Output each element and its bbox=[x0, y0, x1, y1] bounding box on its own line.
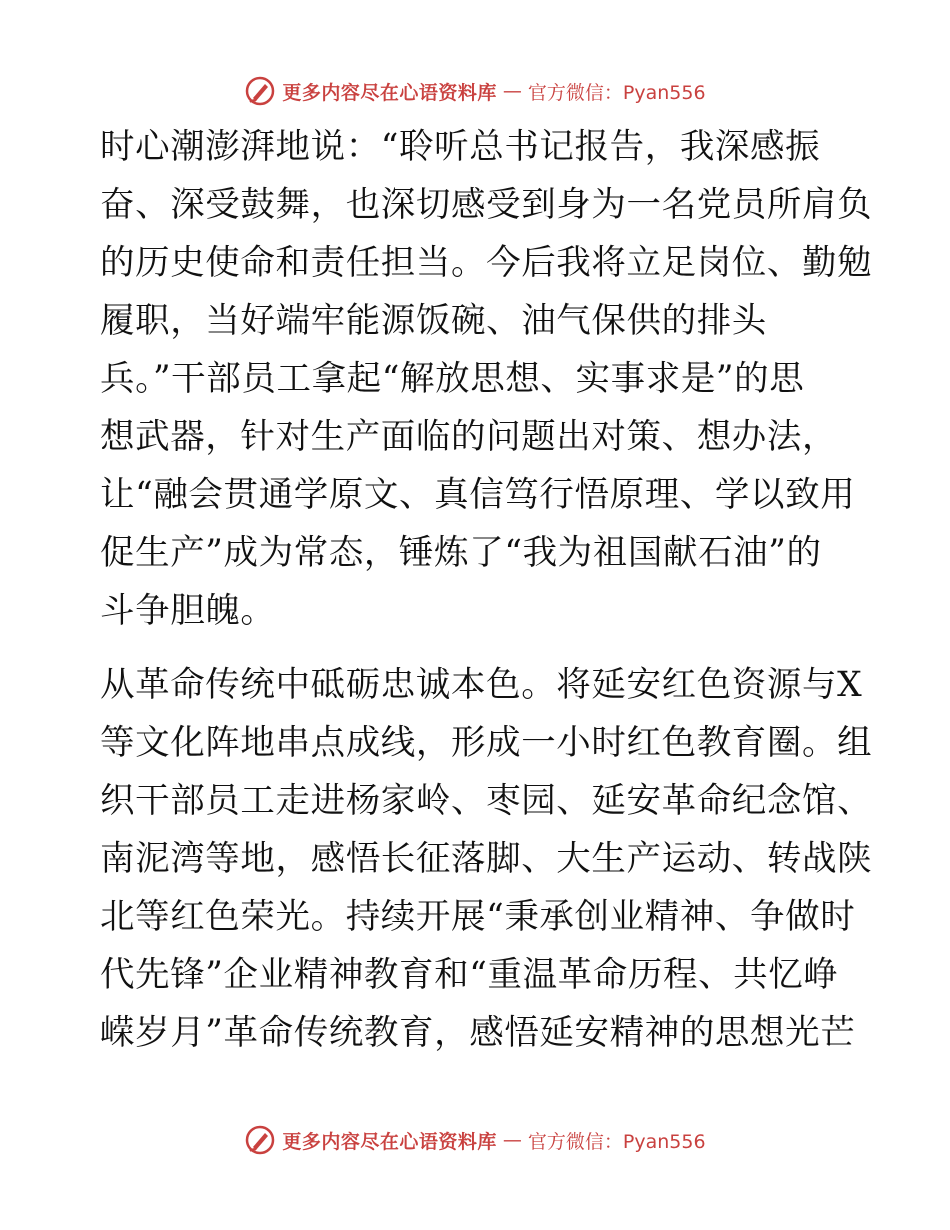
logo-icon bbox=[244, 1124, 276, 1156]
watermark-separator: — bbox=[502, 80, 522, 102]
watermark-account: 官方微信：Pyan556 bbox=[527, 1130, 706, 1153]
text-line: 织干部员工走进杨家岭、枣园、延安革命纪念馆、 bbox=[100, 781, 873, 821]
text-line: 南泥湾等地，感悟长征落脚、大生产运动、转战陕 bbox=[100, 839, 873, 879]
text-line: 履职，当好端牢能源饭碗、油气保供的排头 bbox=[100, 301, 767, 341]
logo-icon bbox=[244, 75, 276, 107]
text-line: 等文化阵地串点成线，形成一小时红色教育圈。组 bbox=[100, 723, 873, 763]
header-watermark bbox=[0, 71, 950, 111]
text-line: 想武器，针对生产面临的问题出对策、想办法， bbox=[100, 417, 838, 457]
text-line: 让“融会贯通学原文、真信笃行悟原理、学以致用 bbox=[100, 475, 856, 515]
text-line: 兵。”干部员工拿起“解放思想、实事求是”的思 bbox=[100, 359, 805, 399]
text-line: 北等红色荣光。持续开展“秉承创业精神、争做时 bbox=[100, 897, 856, 937]
text-line: 促生产”成为常态，锤炼了“我为祖国献石油”的 bbox=[100, 533, 822, 573]
text-line: 时心潮澎湃地说：“聆听总书记报告，我深感振 bbox=[100, 127, 821, 167]
paragraph-gap bbox=[100, 640, 852, 656]
watermark-text: 更多内容尽在心语资料库 bbox=[282, 1130, 497, 1153]
paragraph-2 bbox=[100, 656, 873, 1062]
text-line: 从革命传统中砥砺忠诚本色。将延安红色资源与X bbox=[100, 665, 863, 705]
watermark-separator: — bbox=[502, 1129, 522, 1151]
watermark-account: 官方微信：Pyan556 bbox=[527, 81, 706, 104]
footer-watermark bbox=[0, 1120, 950, 1160]
text-line: 的历史使命和责任担当。今后我将立足岗位、勤勉 bbox=[100, 243, 873, 283]
text-line: 斗争胆魄。 bbox=[100, 591, 276, 631]
paragraph-1 bbox=[100, 118, 873, 640]
text-line: 奋、深受鼓舞，也深切感受到身为一名党员所肩负 bbox=[100, 185, 873, 225]
text-line: 代先锋”企业精神教育和“重温革命历程、共忆峥 bbox=[100, 955, 839, 995]
text-line: 嵘岁月”革命传统教育，感悟延安精神的思想光芒 bbox=[100, 1013, 856, 1053]
document-body bbox=[100, 118, 873, 1062]
watermark-text: 更多内容尽在心语资料库 bbox=[282, 81, 497, 104]
